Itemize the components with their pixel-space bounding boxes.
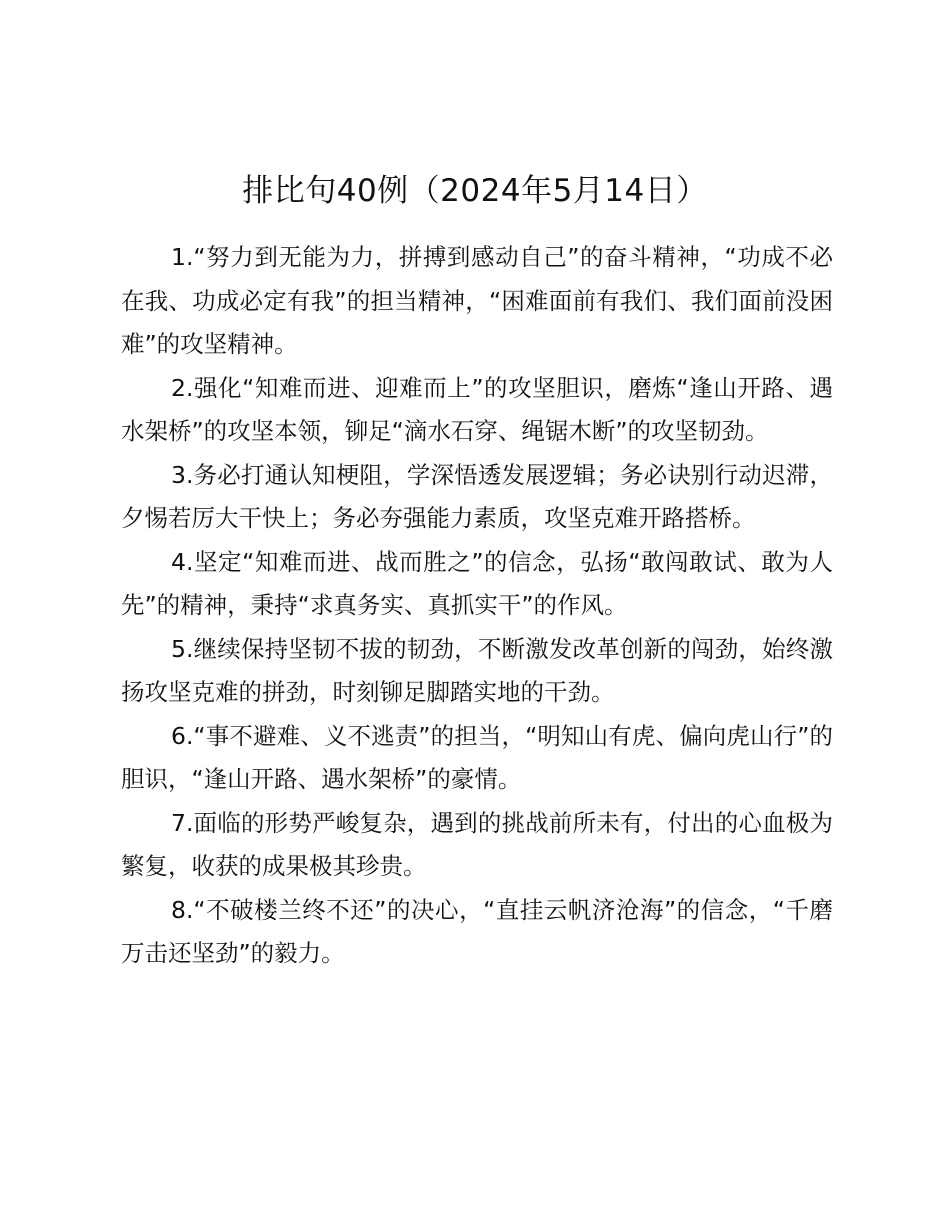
paragraph-3: 3.务必打通认知梗阻，学深悟透发展逻辑；务必诀别行动迟滞，夕惕若厉大干快上；务必夯强能力素质，攻坚克难开路搭桥。 (121, 460, 833, 532)
paragraph-8: 8.“不破楼兰终不还”的决心，“直挂云帆济沧海”的信念，“千磨万击还坚劲”的毅力。 (121, 895, 833, 967)
paragraph-5: 5.继续保持坚韧不拔的韧劲，不断激发改革创新的闯劲，始终激扬攻坚克难的拼劲，时刻铆足脚踏实地的干劲。 (121, 634, 833, 706)
document-body (121, 236, 833, 976)
paragraph-4: 4.坚定“知难而进、战而胜之”的信念，弘扬“敢闯敢试、敢为人先”的精神，秉持“求真务实、真抓实干”的作风。 (121, 547, 833, 619)
paragraph-1: 1.“努力到无能为力，拼搏到感动自己”的奋斗精神，“功成不必在我、功成必定有我”的担当精神，“困难面前有我们、我们面前没困难”的攻坚精神。 (121, 243, 833, 358)
paragraph-2: 2.强化“知难而进、迎难而上”的攻坚胆识，磨炼“逢山开路、遇水架桥”的攻坚本领，铆足“滴水石穿、绳锯木断”的攻坚韧劲。 (121, 373, 833, 445)
paragraph-6: 6.“事不避难、义不逃责”的担当，“明知山有虎、偏向虎山行”的胆识，“逢山开路、遇水架桥”的豪情。 (121, 721, 833, 793)
paragraph-7: 7.面临的形势严峻复杂，遇到的挑战前所未有，付出的心血极为繁复，收获的成果极其珍贵。 (121, 808, 833, 880)
document-title: 排比句40例（2024年5月14日） (242, 173, 708, 209)
